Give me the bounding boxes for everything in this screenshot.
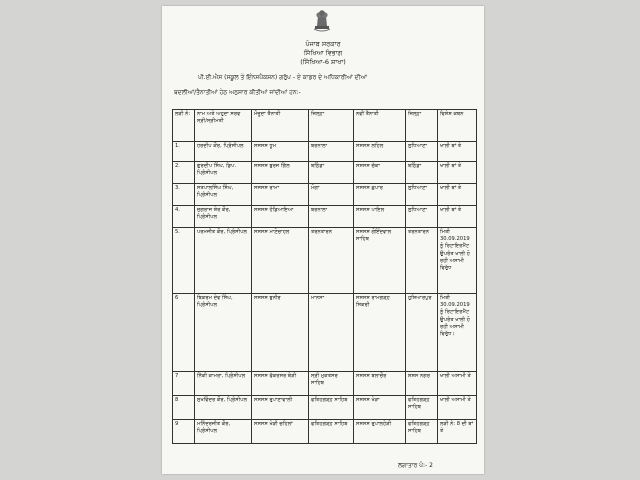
district-cell: ਮੋਗਾ: [309, 184, 354, 206]
table-row: [173, 206, 477, 228]
current-posting-cell: ਸਸਸਸ ਬੁਰਜ ਗਿੱਲ: [252, 162, 309, 184]
new-district-cell: ਹੁਸ਼ਿਆਰਪੁਰ: [406, 294, 438, 372]
state-emblem-icon: [311, 8, 333, 32]
serial-cell: 2.: [173, 162, 195, 184]
table-row: [173, 396, 477, 420]
remarks-cell: ਖਾਲੀ ਅਸਾਮੀ ਤੇ: [438, 396, 477, 420]
table-header-row: [173, 110, 477, 142]
remarks-cell: ਮਿਤੀ 30.09.2019 ਨੂੰ ਰਿਟਾਇਰਮੈਂਟ ਉਪਰੰਤ ਖਾਲੀ ਹੋ ਰਹੀ ਅਸਾਮੀ ਵਿਰੁੱਧ।: [438, 294, 477, 372]
table-row: [173, 228, 477, 294]
serial-cell: 3.: [173, 184, 195, 206]
continuation-page-label: ਲਗਾਤਾਰ ਪੰ:- 2: [398, 462, 433, 469]
transfer-table: [172, 109, 477, 444]
new-district-cell: ਬਠਿੰਡਾ: [406, 162, 438, 184]
header-branch: (ਸਿੱਖਿਆ-6 ਸ਼ਾਖਾ): [300, 58, 346, 66]
remarks-cell: ਮਿਤੀ 30.09.2019 ਨੂੰ ਰਿਟਾਇਰਮੈਂਟ ਉਪਰੰਤ ਖਾਲੀ ਹੋ ਰਹੀ ਅਸਾਮੀ ਵਿਰੁੱਧ: [438, 228, 477, 294]
serial-cell: 4.: [173, 206, 195, 228]
remarks-cell: ਲੜੀ ਨੰ: 8 ਦੀ ਥਾਂ ਤੇ: [438, 420, 477, 444]
new-posting-cell: ਸਸਸਸ ਲਹਿਲ: [354, 142, 406, 162]
current-posting-cell: ਸਸਸਸ ਰੁਪਾਣਾਵਾਲੀ: [252, 396, 309, 420]
new-district-cell: ਤਰਨਤਾਰਨ: [406, 228, 438, 294]
district-cell: ਫਤਿਹਗੜ੍ਹ ਸਾਹਿਬ: [309, 420, 354, 444]
new-posting-cell: ਸਸਸਸ ਪਾਇਲ: [354, 206, 406, 228]
col-header-district: ਜ਼ਿਲ੍ਹਾ: [309, 110, 354, 142]
table-row: [173, 142, 477, 162]
name-cell: ਨਿੱਕੀ ਕਾਮਰਾ, ਪ੍ਰਿੰਸੀਪਲ: [195, 372, 252, 396]
serial-cell: 7: [173, 372, 195, 396]
col-header-name: ਨਾਮ ਅਤੇ ਅਹੁਦਾ ਸਰਵ ਸ੍ਰੀ/ਸ੍ਰੀਮਤੀ: [195, 110, 252, 142]
new-district-cell: ਸ਼ਸ਼ਸ ਨਗਰ: [406, 372, 438, 396]
district-cell: ਬਰਨਾਲਾ: [309, 206, 354, 228]
col-header-remarks: ਵਿਸ਼ੇਸ਼ ਕਥਨ: [438, 110, 477, 142]
current-posting-cell: ਸਸਸਸ ਮਾਣੋਚਾਹਲ: [252, 228, 309, 294]
order-subject-line: ਪੀ.ਈ.ਐਸ (ਸਕੂਲ ਤੇ ਇੰਨਸਪੈਕਸ਼ਨ) ਗਰੁੱਪ - ਏ ਕਾਡਰ ਦੇ ਅਧਿਕਾਰੀਆਂ ਦੀਆਂ: [198, 74, 368, 81]
table-row: [173, 372, 477, 396]
col-header-new-posting: ਨਵੀਂ ਤੈਨਾਤੀ: [354, 110, 406, 142]
new-posting-cell: ਸਸਸਸ ਖੇੜਾ: [354, 396, 406, 420]
district-cell: ਮਾਨਸਾ: [309, 294, 354, 372]
serial-cell: 8: [173, 396, 195, 420]
current-posting-cell: ਸਸਸਸ ਖੇੜੀ ਚਹਿਲਾਂ: [252, 420, 309, 444]
remarks-cell: ਖਾਲੀ ਥਾਂ ਤੇ: [438, 142, 477, 162]
col-header-new-district: ਜ਼ਿਲ੍ਹਾ: [406, 110, 438, 142]
name-cell: ਹਰਦੀਪ ਕੌਰ, ਪ੍ਰਿੰਸੀਪਲ: [195, 142, 252, 162]
current-posting-cell: ਸਸਸਸ ਝੁਨੀਰ: [252, 294, 309, 372]
col-header-current-posting: ਮੌਜੂਦਾ ਤੈਨਾਤੀ: [252, 110, 309, 142]
order-intro-line: ਬਦਲੀਆਂ/ਤੈਨਾਤੀਆਂ ਹੇਠ ਅਨੁਸਾਰ ਕੀਤੀਆਂ ਜਾਂਦੀਆਂ ਹਨ:-: [174, 89, 301, 96]
remarks-cell: ਖਾਲੀ ਅਸਾਮੀ ਤੇ: [438, 372, 477, 396]
name-cell: ਜੁਗਰਾਜ ਸ਼ੇਰ ਕੌਰ, ਪ੍ਰਿੰਸੀਪਲ: [195, 206, 252, 228]
new-posting-cell: ਸਸਸਸ ਚੱਕਾ: [354, 162, 406, 184]
new-district-cell: ਫਤਿਹਗੜ੍ਹ ਸਾਹਿਬ: [406, 396, 438, 420]
remarks-cell: ਖਾਲੀ ਥਾਂ ਤੇ: [438, 206, 477, 228]
remarks-cell: ਖਾਲੀ ਥਾਂ ਤੇ: [438, 184, 477, 206]
new-posting-cell: ਸਸਸਸ ਰੁਪਾਲਹੇੜੀ: [354, 420, 406, 444]
name-cell: ਸਤਪਾਲਸਿੰਘ ਸਿੰਘ, ਪ੍ਰਿੰਸੀਪਲ: [195, 184, 252, 206]
current-posting-cell: ਸਸਸਸ ਫੱਕਰਸਰ ਥੇੜੀ: [252, 372, 309, 396]
name-cell: ਪਰਮਜੀਤ ਕੌਰ, ਪ੍ਰਿੰਸੀਪਲ: [195, 228, 252, 294]
table-row: [173, 420, 477, 444]
table-row: [173, 162, 477, 184]
serial-cell: 5.: [173, 228, 195, 294]
col-header-serial: ਲੜੀ ਨੰ:: [173, 110, 195, 142]
header-government: ਪੰਜਾਬ ਸਰਕਾਰ: [305, 40, 341, 48]
header-department: ਸਿੱਖਿਆ ਵਿਭਾਗ: [303, 49, 343, 57]
name-cell: ਸੁਖਵਿੰਦਰ ਕੌਰ, ਪ੍ਰਿੰਸੀਪਲ: [195, 396, 252, 420]
district-cell: ਬਰਨਾਲਾ: [309, 142, 354, 162]
new-posting-cell: ਸਸਸਸ ਬਲਾਚੌਰ: [354, 372, 406, 396]
district-cell: ਸ੍ਰੀ ਮੁਕਤਸਰ ਸਾਹਿਬ: [309, 372, 354, 396]
remarks-cell: ਖਾਲੀ ਥਾਂ ਤੇ: [438, 162, 477, 184]
serial-cell: 6: [173, 294, 195, 372]
current-posting-cell: ਸਸਸਸ ਰਾਮਾ: [252, 184, 309, 206]
new-district-cell: ਲੁਧਿਆਣਾ: [406, 206, 438, 228]
new-district-cell: ਲੁਧਿਆਣਾ: [406, 142, 438, 162]
district-cell: ਬਠਿੰਡਾ: [309, 162, 354, 184]
district-cell: ਫਤਿਹਗੜ੍ਹ ਸਾਹਿਬ: [309, 396, 354, 420]
serial-cell: 1.: [173, 142, 195, 162]
new-posting-cell: ਸਸਸਸ ਰਾਮਗੜ੍ਹ ਸਿਕਰੀ: [354, 294, 406, 372]
name-cell: ਗੁਰਦੀਪ ਸਿੰਘ, ਡਿਪ. ਪ੍ਰਿੰਸੀਪਲ: [195, 162, 252, 184]
table-row: [173, 294, 477, 372]
new-district-cell: ਲੁਧਿਆਣਾ: [406, 184, 438, 206]
new-district-cell: ਫਤਿਹਗੜ੍ਹ ਸਾਹਿਬ: [406, 420, 438, 444]
name-cell: ਮਨਿੰਦਰਜੀਤ ਕੌਰ, ਪ੍ਰਿੰਸੀਪਲ: [195, 420, 252, 444]
current-posting-cell: ਸਸਸਸ ਹੰਡਿਆਇਆ: [252, 206, 309, 228]
new-posting-cell: ਸਸਸਸ ਛਪਾਰ: [354, 184, 406, 206]
current-posting-cell: ਸਸਸਸ ਧੂਮ: [252, 142, 309, 162]
new-posting-cell: ਸਸਸਸ ਗੋਇੰਦਵਾਲ ਸਾਹਿਬ: [354, 228, 406, 294]
district-cell: ਤਰਨਤਾਰਨ: [309, 228, 354, 294]
serial-cell: 9: [173, 420, 195, 444]
table-row: [173, 184, 477, 206]
name-cell: ਬਿਕਰਮ ਦੇਵ ਸਿੰਘ, ਪ੍ਰਿੰਸੀਪਲ: [195, 294, 252, 372]
